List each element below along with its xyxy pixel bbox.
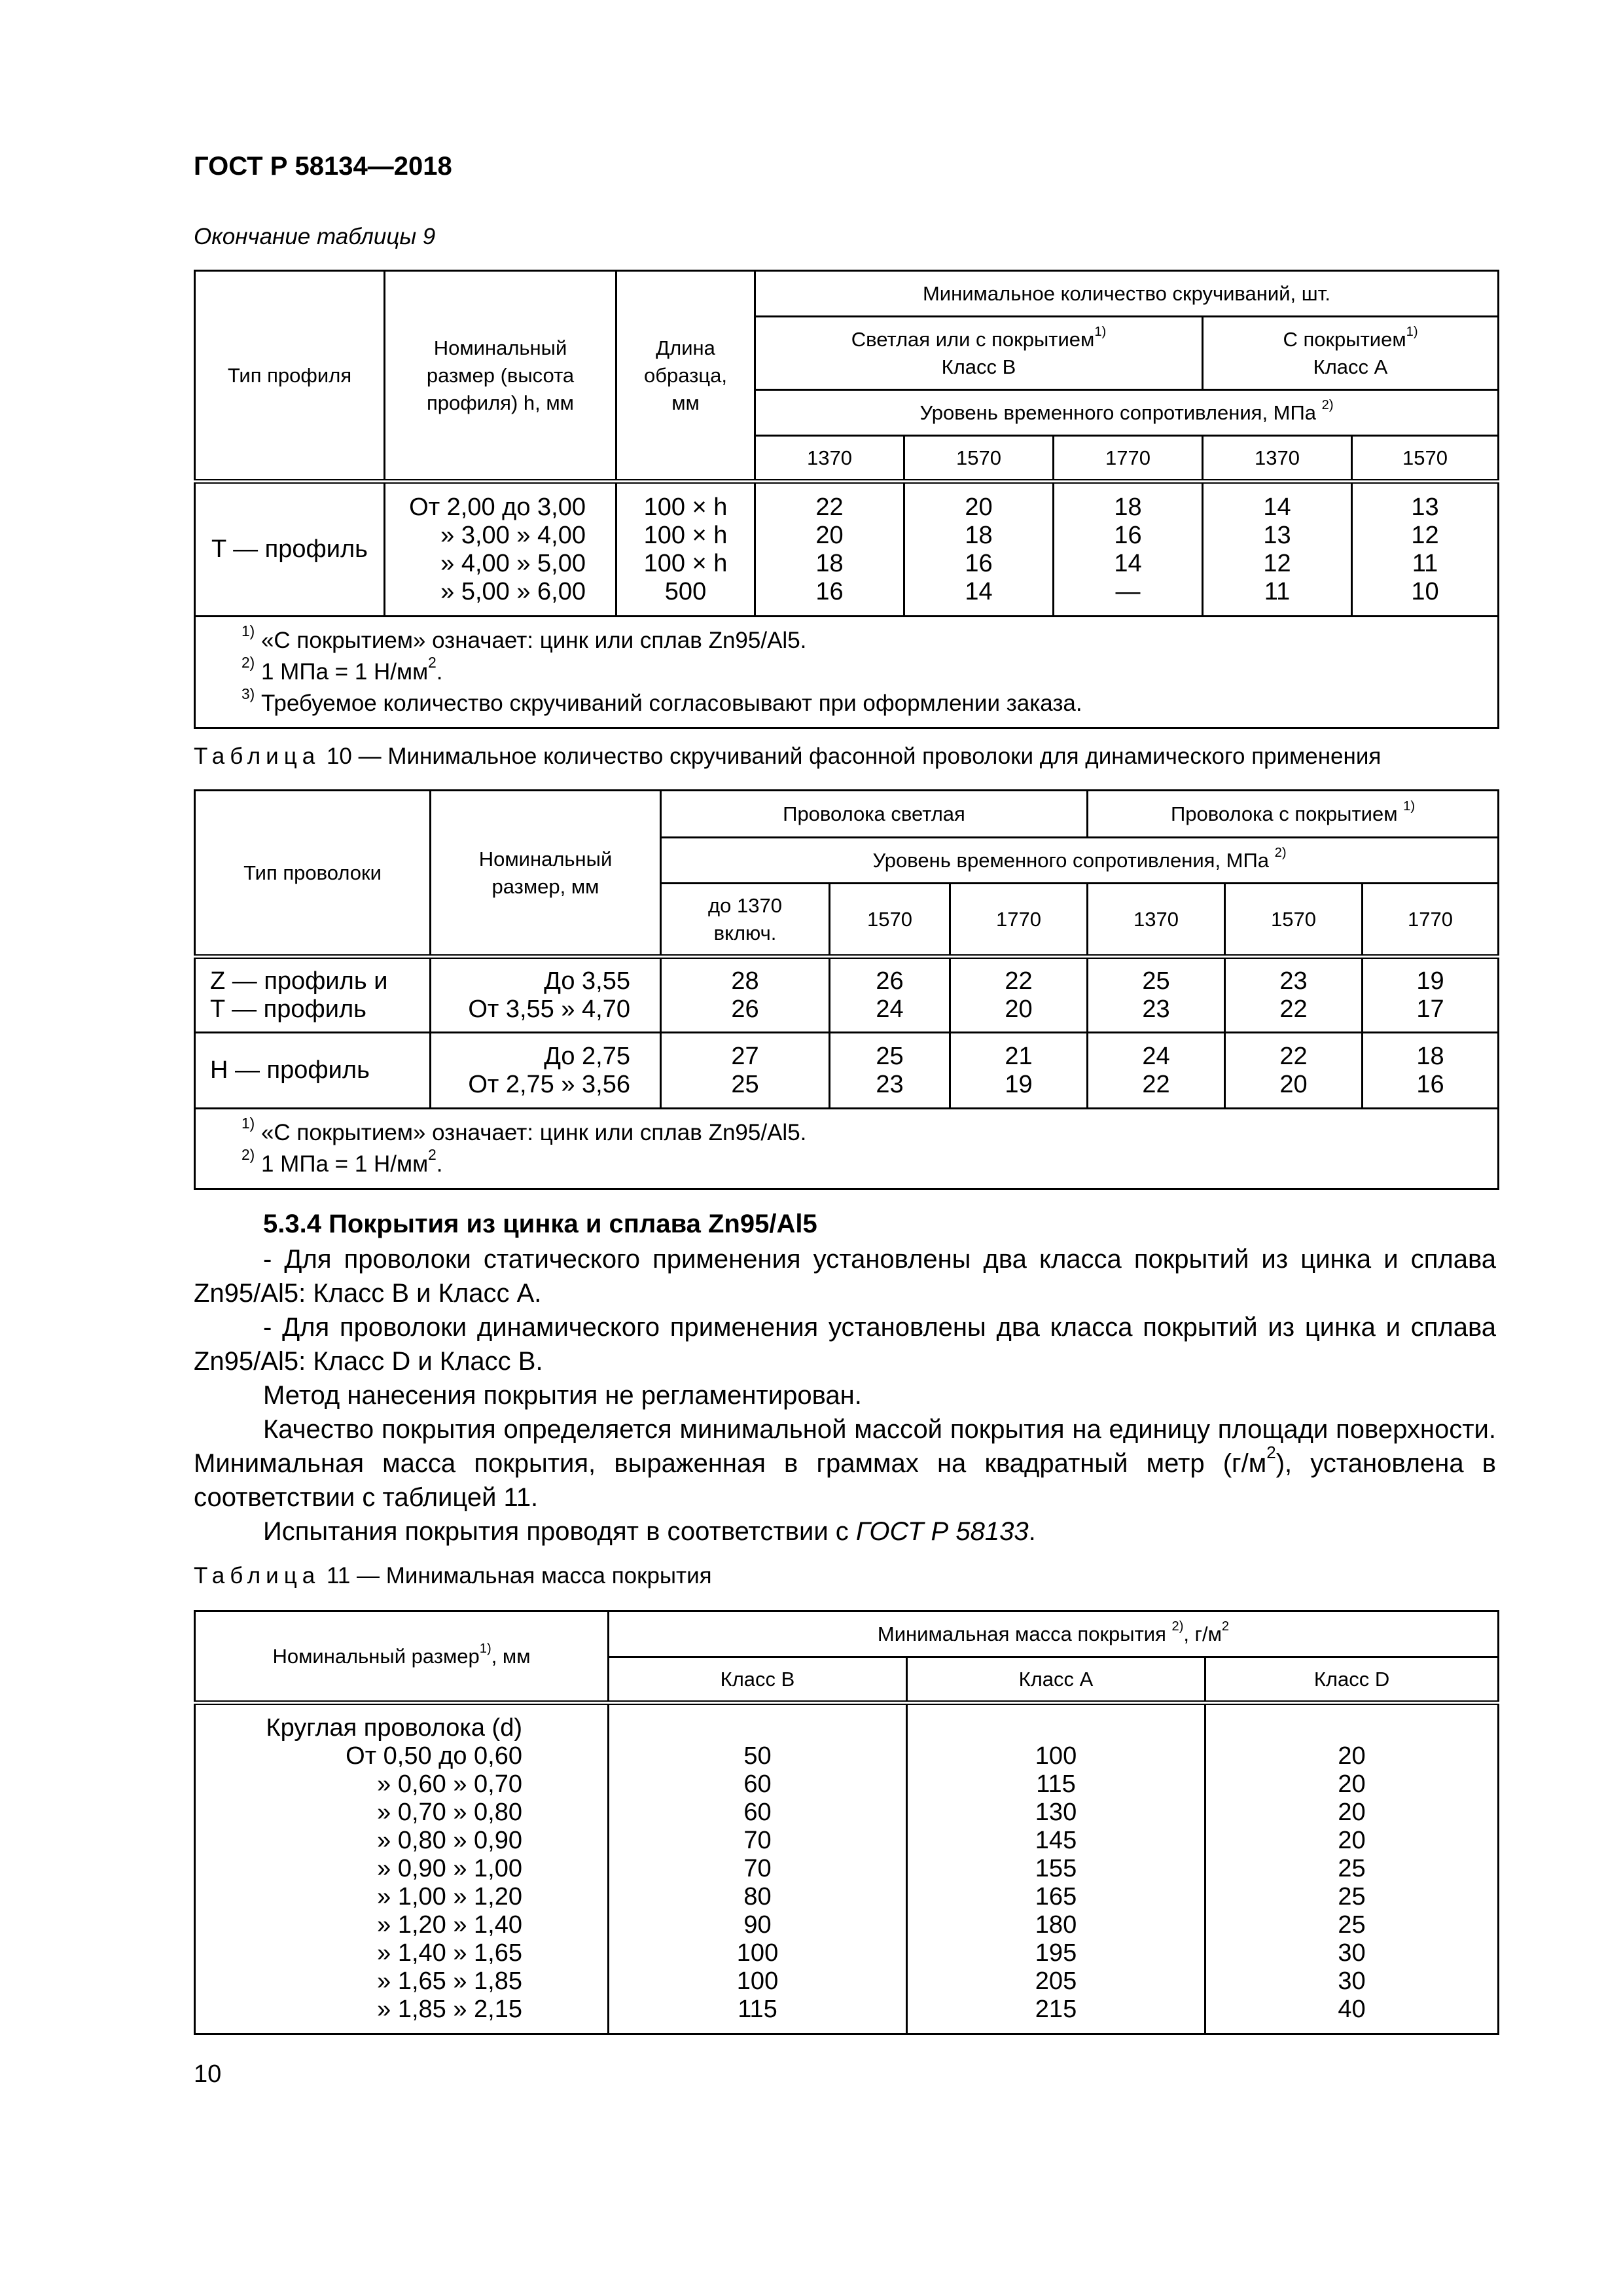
t9-col-profile: Тип профиля: [195, 271, 385, 482]
t10-values-col: 23 22: [1225, 957, 1363, 1033]
t10-bright-header: Проволока светлая: [661, 791, 1088, 838]
t9-lengths: 100 × h 100 × h 100 × h 500: [616, 482, 755, 617]
t10-col-size: Номинальный размер, мм: [431, 791, 661, 957]
t9-class-b-header: Светлая или с покрытием$^{1)}$ Класс B: [755, 317, 1203, 390]
t9-col-size: Номинальный размер (высота профиля) h, мм: [385, 271, 616, 482]
t10-strength-header: Уровень временного сопротивления, МПа $^{2)}$: [661, 838, 1499, 884]
table-note: $^{3)}$ Требуемое количество скручиваний согласовывают при оформлении заказа.: [241, 685, 1082, 716]
t9-strength-header: Уровень временного сопротивления, МПа $^{2)}$: [755, 390, 1499, 436]
t9-values-col: 14 13 12 11: [1203, 482, 1352, 617]
t9-notes: [195, 617, 1499, 728]
t9-sizes: От 2,00 до 3,00 » 3,00 » 4,00 » 4,00 » 5,00 » 5,00 » 6,00: [385, 482, 616, 617]
t9-values-col: 20 18 16 14: [904, 482, 1054, 617]
t11-col-size: Номинальный размер$^{1)}$, мм: [195, 1611, 609, 1703]
t10-grade: до 1370 включ.: [661, 884, 830, 957]
t10-values-col: 25 23: [830, 1033, 950, 1109]
t9-grade: 1570: [1352, 436, 1499, 482]
t9-grade: 1370: [1203, 436, 1352, 482]
t10-type: Z — профиль и T — профиль: [195, 957, 431, 1033]
table11-caption: Таблица 11 — Минимальная масса покрытия: [194, 1563, 712, 1588]
section-title: 5.3.4 Покрытия из цинка и сплава Zn95/Al5: [263, 1210, 817, 1238]
page-number: 10: [194, 2060, 222, 2088]
standard-reference: ГОСТ Р 58133: [855, 1517, 1029, 1546]
t10-values-col: 25 23: [1088, 957, 1225, 1033]
t9-values-col: 18 16 14 —: [1054, 482, 1203, 617]
section-body: [194, 1242, 1496, 1549]
table9-caption: Окончание таблицы 9: [194, 224, 436, 249]
table-note: $^{1)}$ «С покрытием» означает: цинк или сплав Zn95/Al5.: [241, 1114, 807, 1145]
t9-group-title: Минимальное количество скручиваний, шт.: [755, 271, 1499, 317]
t9-values-col: 13 12 11 10: [1352, 482, 1499, 617]
t11-class-header: Класс D: [1205, 1657, 1499, 1703]
t10-values-col: 19 17: [1363, 957, 1499, 1033]
t11-group-header: Минимальная масса покрытия $^{2)}$, $г/м^2$: [609, 1611, 1499, 1657]
paragraph: - Для проволоки статического применения установлены два класса покрытий из цинка и сплава Zn95/Al5: Класс B и Класс А.: [194, 1245, 1496, 1308]
t9-grade: 1770: [1054, 436, 1203, 482]
t11-sizes: Круглая проволока (d) От 0,50 до 0,60 » 0,60 » 0,70 » 0,70 » 0,80 » 0,80 » 0,90 » 0,90 » 1,00 » 1,00 » 1,20 » 1,20 » 1,40 » 1,40 » 1,65 » 1,65 » 1,85 » 1,85 » 2,15: [195, 1703, 609, 2034]
table-note: $^{2)}$ 1 МПа = 1 $Н/мм^2$.: [241, 1145, 443, 1177]
t10-notes: [195, 1109, 1499, 1189]
t10-values-col: 22 20: [1225, 1033, 1363, 1109]
document-header: ГОСТ Р 58134—2018: [194, 152, 452, 181]
t9-values-col: 22 20 18 16: [755, 482, 904, 617]
t11-class-header: Класс А: [907, 1657, 1205, 1703]
t10-values-col: 22 20: [950, 957, 1088, 1033]
t9-profile-name: T — профиль: [195, 482, 385, 617]
paragraph: Качество покрытия определяется минимальной массой покрытия на единицу площади поверхности. Минимальная масса покрытия, выраженная в граммах на квадратный метр $(г/м^2)$, установлена в соответствии с таблицей 11.: [194, 1415, 1496, 1512]
paragraph: Испытания покрытия проводят в соответствии с ГОСТ Р 58133.: [263, 1517, 1036, 1546]
t10-type: H — профиль: [195, 1033, 431, 1109]
t10-grade: 1770: [1363, 884, 1499, 957]
table10-caption: Таблица 10 — Минимальное количество скручиваний фасонной проволоки для динамического применения: [194, 744, 1382, 769]
table-11: [194, 1610, 1499, 2035]
t10-values-col: 24 22: [1088, 1033, 1225, 1109]
table-9: [194, 270, 1499, 729]
t10-values-col: 28 26: [661, 957, 830, 1033]
t10-values-col: 27 25: [661, 1033, 830, 1109]
t10-sizes: До 3,55 От 3,55 » 4,70: [431, 957, 661, 1033]
t10-values-col: 26 24: [830, 957, 950, 1033]
t10-values-col: 18 16: [1363, 1033, 1499, 1109]
t9-grade: 1370: [755, 436, 904, 482]
t11-class-header: Класс B: [609, 1657, 907, 1703]
t9-grade: 1570: [904, 436, 1054, 482]
t11-class-a-values: 100 115 130 145 155 165 180 195 205 215: [907, 1703, 1205, 2034]
t10-grade: 1570: [830, 884, 950, 957]
t11-class-b-values: 50 60 60 70 70 80 90 100 100 115: [609, 1703, 907, 2034]
t10-values-col: 21 19: [950, 1033, 1088, 1109]
t10-grade: 1770: [950, 884, 1088, 957]
t9-col-length: Длина образца, мм: [616, 271, 755, 482]
paragraph: - Для проволоки динамического применения установлены два класса покрытий из цинка и сплава Zn95/Al5: Класс D и Класс B.: [194, 1313, 1496, 1376]
t10-coated-header: Проволока с покрытием $^{1)}$: [1088, 791, 1499, 838]
t10-col-type: Тип проволоки: [195, 791, 431, 957]
t10-grade: 1570: [1225, 884, 1363, 957]
table-10: [194, 789, 1499, 1190]
t9-class-a-header: С покрытием$^{1)}$ Класс А: [1203, 317, 1499, 390]
table-note: $^{2)}$ 1 МПа = 1 $Н/мм^2$.: [241, 653, 443, 685]
t10-sizes: До 2,75 От 2,75 » 3,56: [431, 1033, 661, 1109]
t11-class-d-values: 20 20 20 20 25 25 25 30 30 40: [1205, 1703, 1499, 2034]
table-note: $^{1)}$ «С покрытием» означает: цинк или сплав Zn95/Al5.: [241, 622, 807, 653]
t10-grade: 1370: [1088, 884, 1225, 957]
paragraph: Метод нанесения покрытия не регламентирован.: [263, 1381, 862, 1410]
